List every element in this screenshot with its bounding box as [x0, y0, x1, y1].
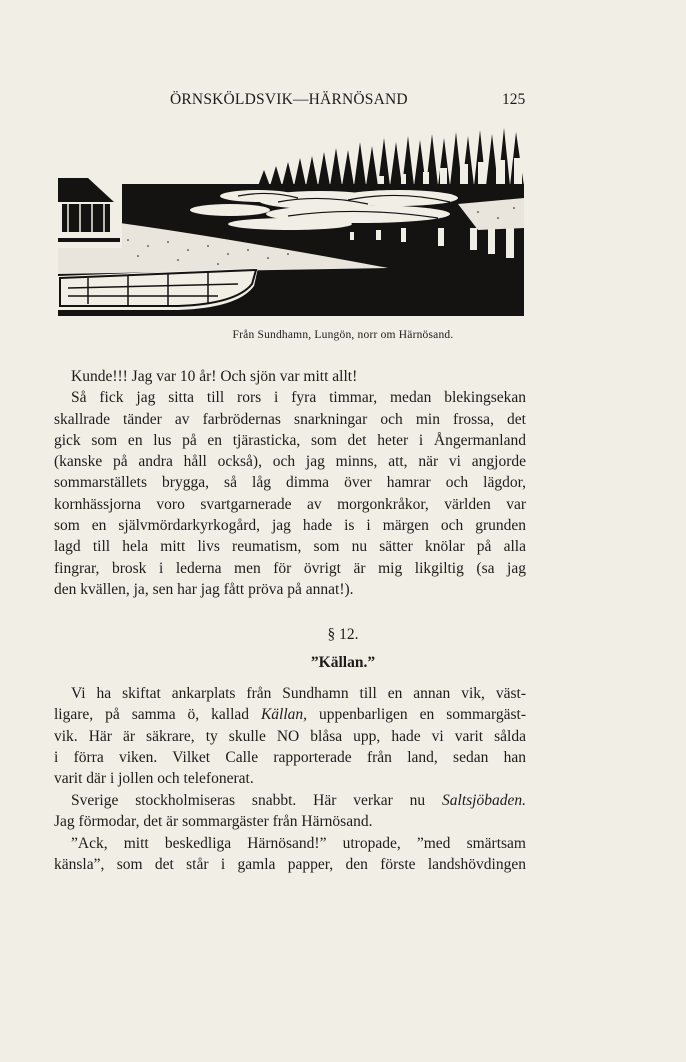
paragraph-2 — [54, 683, 526, 789]
text-line: (kanske på andra håll också), och jag minns, att, när vi angjorde — [54, 453, 526, 471]
text-line: Kunde!!! Jag var 10 år! Och sjön var mitt allt! — [71, 368, 358, 385]
text-line — [54, 790, 526, 811]
text-line: ”Ack, mitt beskedliga Härnösand!” utropade, ”med smärtsam — [71, 835, 526, 852]
text-line: den kvällen, ja, sen har jag fått pröva på annat!). — [54, 580, 354, 598]
italic-place-name: Källan, — [260, 706, 308, 724]
italic-place-name: Saltsjöbaden. — [442, 792, 526, 809]
text-line: fingrar, brosk i lederna men för övrigt är mig likgiltig (sa jag — [54, 559, 526, 577]
text-line: känsla”, som det står i gamla papper, den förste landshövdingen — [54, 856, 526, 874]
text-line: lagd till hela mitt livs reumatism, som nu sätter knölar på alla — [54, 538, 526, 556]
text-line: gick som en lus på en tjärasticka, som det heter i Ångermanland — [54, 431, 526, 449]
text-line: som en självmördarkyrkogård, jag hade is i märgen och grunden — [54, 517, 526, 535]
text-line: i förra viken. Vilket Calle rapporterade från land, sedan han — [54, 748, 526, 766]
section-title: ”Källan.” — [310, 654, 376, 671]
illustration-caption: Från Sundhamn, Lungön, norr om Härnösand. — [232, 329, 454, 341]
running-title: ÖRNSKÖLDSVIK—HÄRNÖSAND — [170, 91, 408, 108]
text-run: ligare, på samma ö, kallad — [54, 706, 261, 724]
text-line: kornhässjorna voro svartgarnerade av morgonkråkor, världen var — [54, 495, 526, 513]
text-line: varit där i jollen och telefonerat. — [54, 770, 254, 788]
woodcut-illustration — [58, 128, 524, 316]
text-run: uppenbarligen en sommargäst- — [307, 706, 526, 724]
text-line: skallrade tänder av farbrödernas snarkningar och min frossa, det — [54, 410, 526, 428]
text-line: Jag förmodar, det är sommargäster från Härnösand. — [54, 813, 373, 831]
text-line: sommarställets brygga, så låg dimma över hamrar och lägdor, — [54, 474, 526, 492]
text-line: Så fick jag sitta till rors i fyra timmar, medan blekingsekan — [71, 389, 526, 407]
paragraph-1 — [54, 366, 526, 600]
text-line — [54, 704, 526, 725]
text-line: Vi ha skiftat ankarplats från Sundhamn till en annan vik, väst- — [71, 685, 526, 702]
text-line: vik. Här är säkrare, ty skulle NO blåsa upp, hade vi varit sålda — [54, 727, 526, 745]
page-number: 125 — [502, 91, 526, 108]
paragraph-4 — [54, 833, 526, 876]
text-run: Sverige stockholmiseras snabbt. Här verkar nu — [71, 792, 443, 809]
section-number: § 12. — [327, 626, 359, 643]
paragraph-3 — [54, 790, 526, 833]
